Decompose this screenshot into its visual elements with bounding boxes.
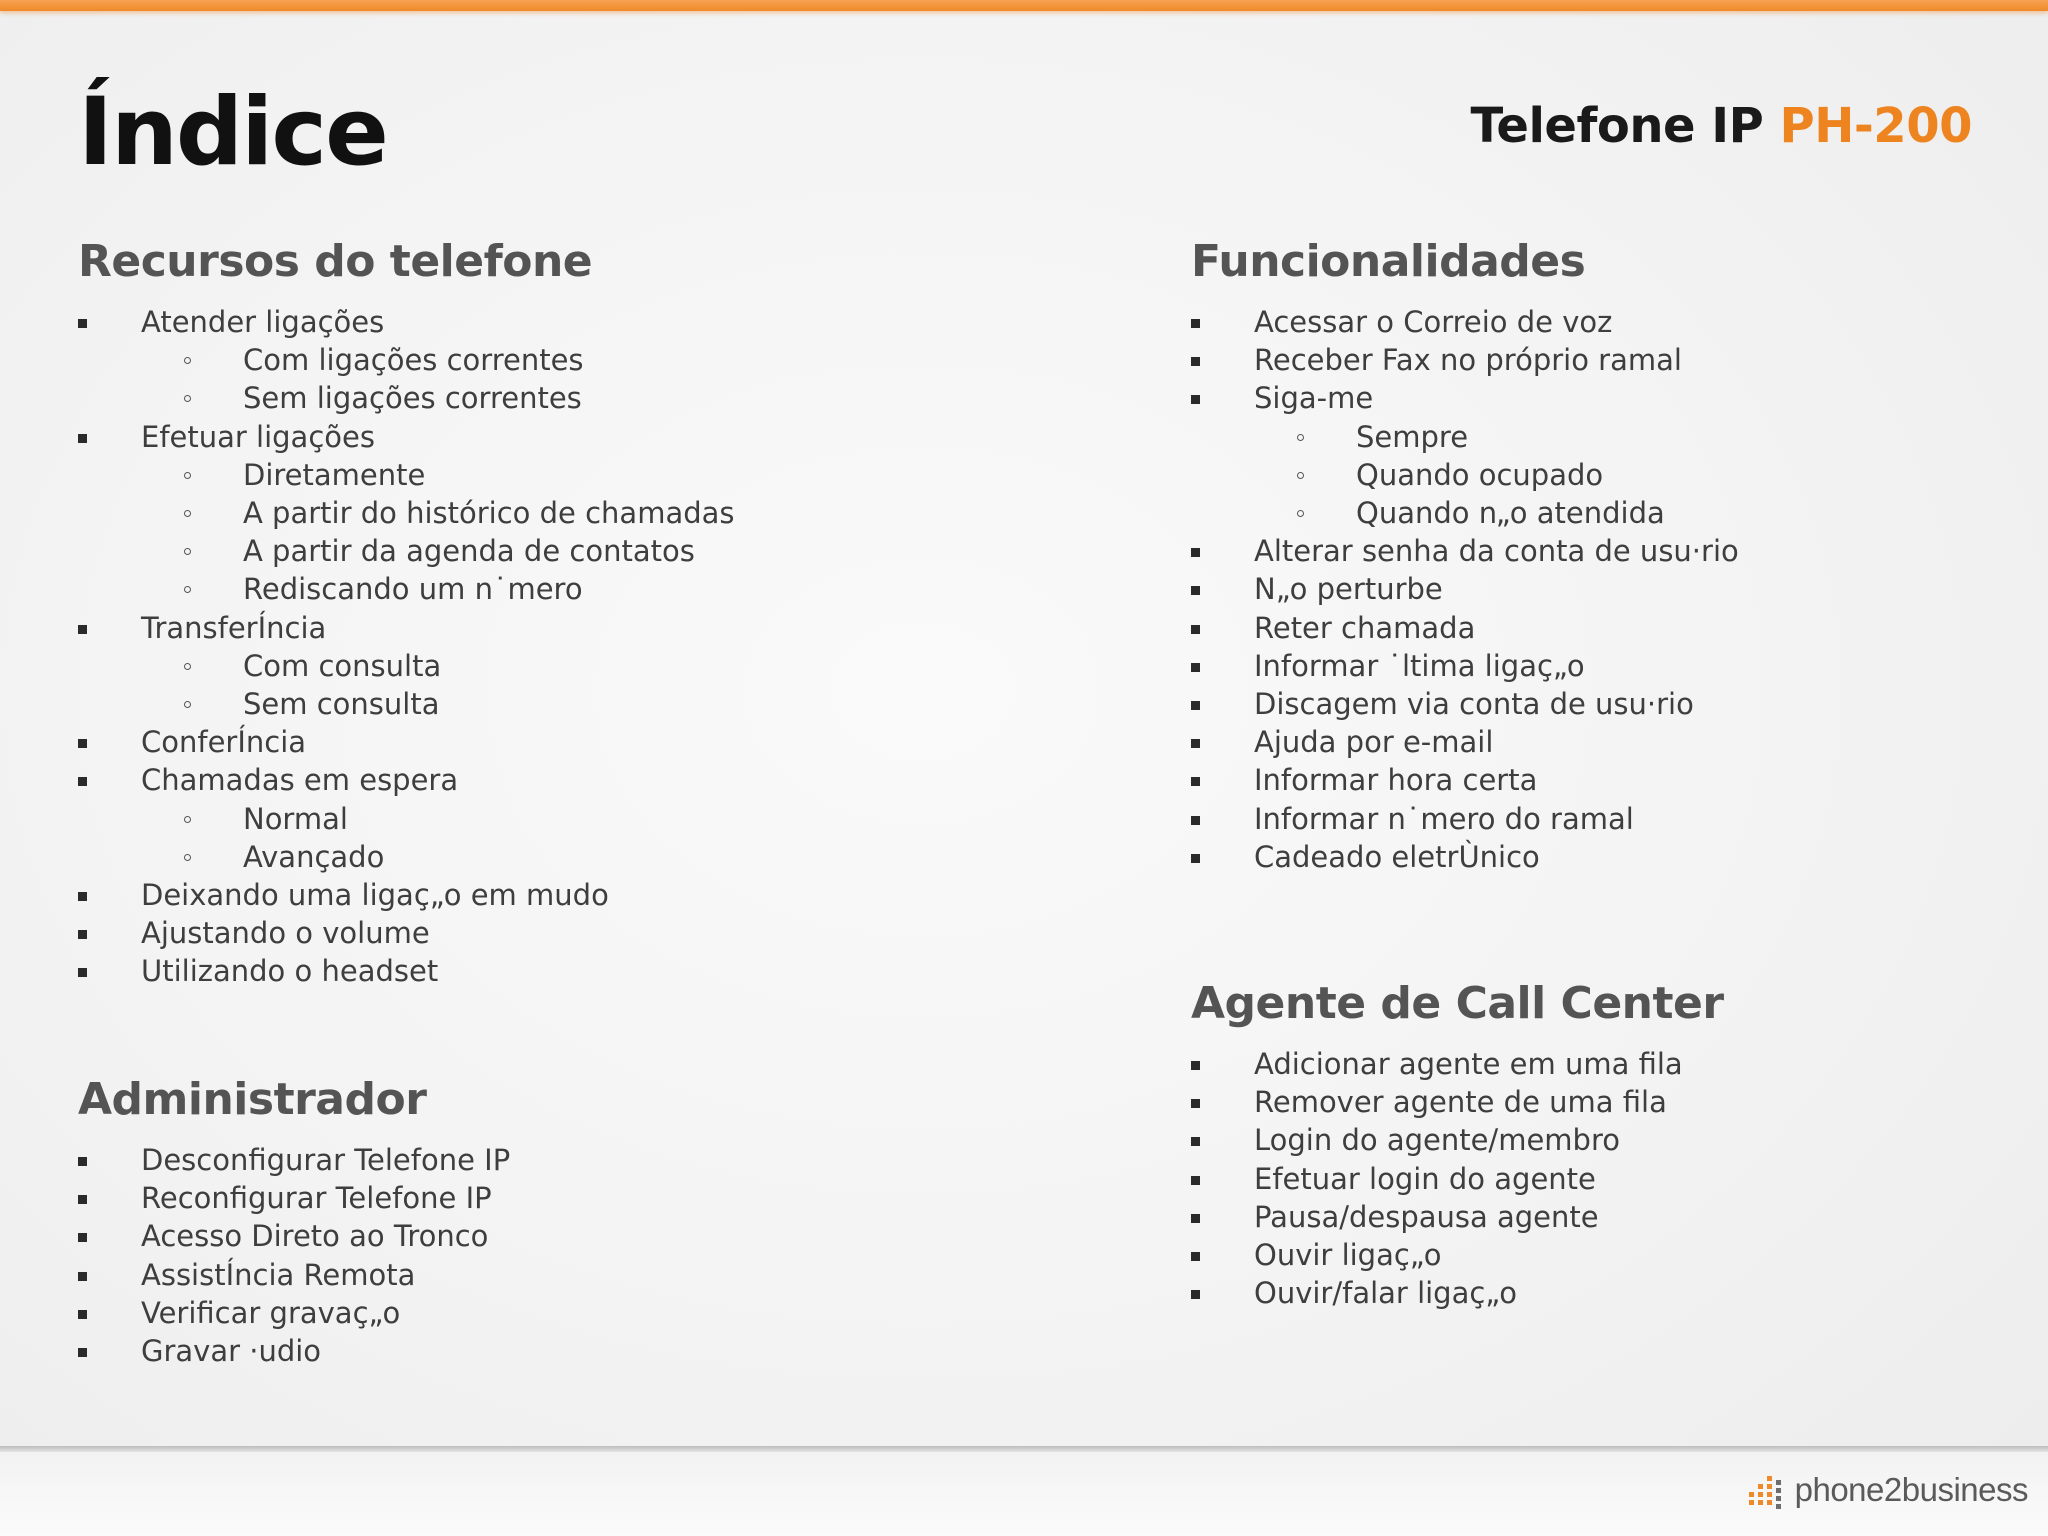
topic-list	[1191, 303, 1739, 876]
sub-item: Sem consulta	[78, 685, 735, 723]
sub-item: Diretamente	[78, 456, 735, 494]
list-item: Remover agente de uma fila	[1191, 1083, 1724, 1121]
list-item: Utilizando o headset	[78, 952, 735, 990]
section-heading: Recursos do telefone	[78, 236, 593, 287]
list-item: Login do agente/membro	[1191, 1121, 1724, 1159]
list-item: AssistÍncia Remota	[78, 1256, 510, 1294]
list-item: Alterar senha da conta de usu·rio	[1191, 532, 1739, 570]
list-item: Reter chamada	[1191, 609, 1739, 647]
section-funcionalidades	[1191, 236, 1739, 876]
list-item: Ouvir/falar ligaç„o	[1191, 1274, 1724, 1312]
sub-item: Sempre	[1191, 418, 1739, 456]
section-administrador	[78, 1074, 510, 1370]
sub-item: A partir do histórico de chamadas	[78, 494, 735, 532]
list-item: Gravar ·udio	[78, 1332, 510, 1370]
product-name: Telefone IP	[1470, 98, 1764, 154]
list-item: Informar ˙ltima ligaç„o	[1191, 647, 1739, 685]
list-item: Deixando uma ligaç„o em mudo	[78, 876, 735, 914]
list-item: ConferÍncia	[78, 723, 735, 761]
footer	[0, 1452, 2048, 1536]
list-item: Reconfigurar Telefone IP	[78, 1179, 510, 1217]
list-item: Chamadas em espera	[78, 761, 735, 799]
list-item: Discagem via conta de usu·rio	[1191, 685, 1739, 723]
brand-name: phone2business	[1794, 1471, 2028, 1508]
sub-item: Sem ligações correntes	[78, 379, 735, 417]
product-model: PH-200	[1779, 98, 1972, 154]
list-item: Informar hora certa	[1191, 761, 1739, 799]
sub-item: Avançado	[78, 838, 735, 876]
topic-list	[1191, 1045, 1724, 1312]
list-item: Pausa/despausa agente	[1191, 1198, 1724, 1236]
list-item: N„o perturbe	[1191, 570, 1739, 608]
topic-list	[78, 1141, 510, 1370]
sub-item: Rediscando um n˙mero	[78, 570, 735, 608]
page-title: Índice	[78, 78, 387, 187]
sub-item: Com ligações correntes	[78, 341, 735, 379]
list-item: Desconfigurar Telefone IP	[78, 1141, 510, 1179]
topic-list	[78, 303, 735, 991]
list-item: Atender ligações	[78, 303, 735, 341]
list-item: Informar n˙mero do ramal	[1191, 800, 1739, 838]
section-heading: Funcionalidades	[1191, 236, 1586, 287]
top-accent-bar	[0, 0, 2048, 11]
sub-item: Normal	[78, 800, 735, 838]
list-item: Receber Fax no próprio ramal	[1191, 341, 1739, 379]
list-item: Acessar o Correio de voz	[1191, 303, 1739, 341]
sub-item: Com consulta	[78, 647, 735, 685]
list-item: Ajustando o volume	[78, 914, 735, 952]
sub-item: Quando n„o atendida	[1191, 494, 1739, 532]
list-item: Cadeado eletrÙnico	[1191, 838, 1739, 876]
list-item: Verificar gravaç„o	[78, 1294, 510, 1332]
section-agente	[1191, 978, 1724, 1312]
section-heading: Administrador	[78, 1074, 427, 1125]
list-item: Efetuar login do agente	[1191, 1160, 1724, 1198]
sub-item: Quando ocupado	[1191, 456, 1739, 494]
list-item: Adicionar agente em uma fila	[1191, 1045, 1724, 1083]
list-item: Efetuar ligações	[78, 418, 735, 456]
list-item: Ajuda por e-mail	[1191, 723, 1739, 761]
list-item: Acesso Direto ao Tronco	[78, 1217, 510, 1255]
sub-item: A partir da agenda de contatos	[78, 532, 735, 570]
section-recursos	[78, 236, 735, 991]
section-heading: Agente de Call Center	[1191, 978, 1724, 1029]
list-item: Ouvir ligaç„o	[1191, 1236, 1724, 1274]
product-title	[1471, 98, 1972, 154]
list-item: Siga-me	[1191, 379, 1739, 417]
dotted-bars-icon	[1745, 1468, 1789, 1512]
list-item: TransferÍncia	[78, 609, 735, 647]
brand-logo	[1745, 1468, 2028, 1512]
